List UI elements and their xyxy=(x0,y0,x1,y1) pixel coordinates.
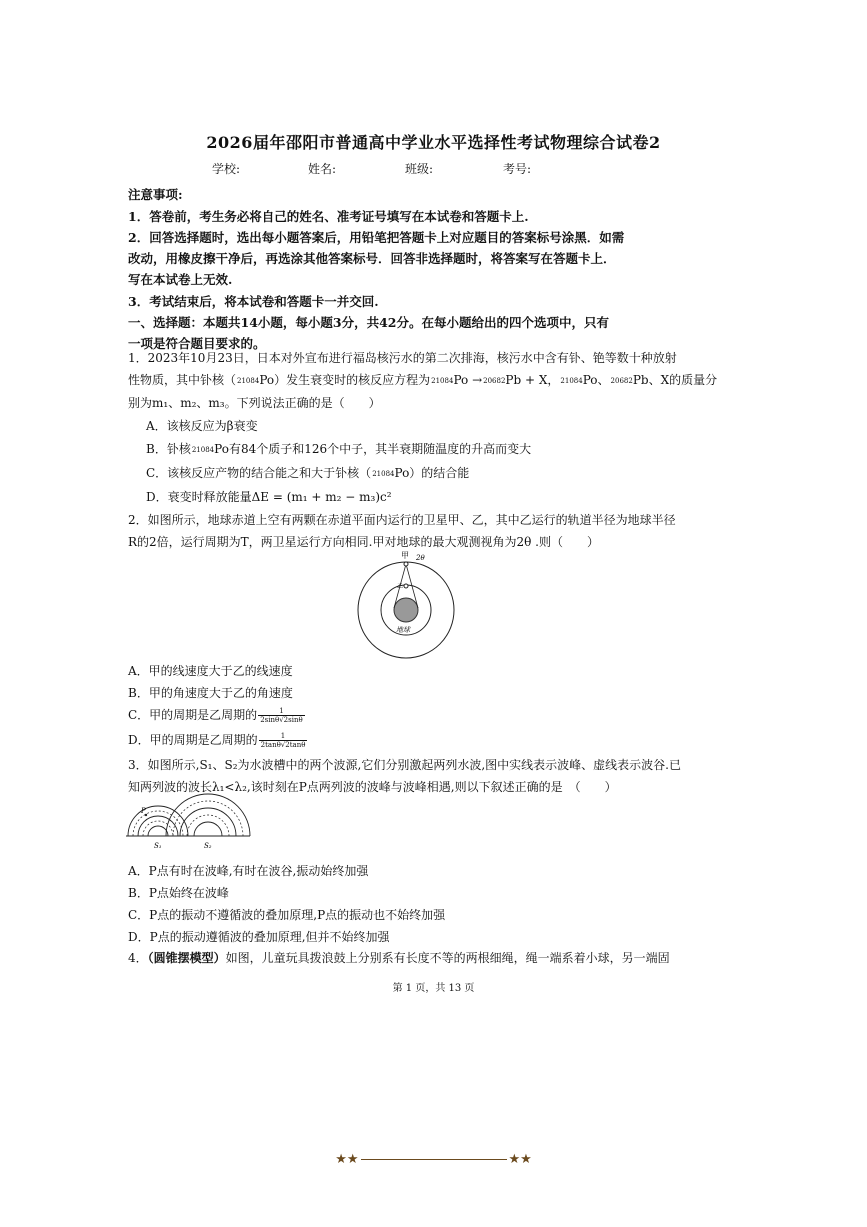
section1-line2: 一项是符合题目要求的。 xyxy=(128,336,266,351)
label-earth: 地球 xyxy=(396,626,410,634)
mass-number: 210 xyxy=(372,469,386,478)
atomic-number: 82 xyxy=(496,376,506,385)
satellite-yi xyxy=(404,584,408,588)
notice-item-3: 3．考试结束后，将本试卷和答题卡一并交回. xyxy=(128,294,379,309)
q1-option-a: A．该核反应为β衰变 xyxy=(146,419,258,433)
mass-number: 210 xyxy=(431,376,445,385)
po-nuclide-4 xyxy=(192,446,214,454)
section1-line1: 一、选择题：本题共14小题，每小题3分，共42分。在每小题给出的四个选项中，只有 xyxy=(128,315,609,330)
label-angle: 2θ xyxy=(416,554,425,562)
label-s2: S₂ xyxy=(204,842,212,850)
s2-crest-1 xyxy=(194,822,222,836)
numerator: 1 xyxy=(259,732,308,741)
q2-option-c-text: C．甲的周期是乙周期的 xyxy=(128,708,258,722)
q1-option-d: D．衰变时释放能量ΔE = (m₁ + m₂ − m₃)c² xyxy=(146,490,392,504)
q1-option-c xyxy=(146,464,469,481)
po-nuclide-5 xyxy=(372,470,394,478)
decorative-divider xyxy=(0,1152,867,1167)
q2-option-c xyxy=(128,706,305,724)
q1-option-c-a: C．该核反应产物的结合能之和大于钋核（ xyxy=(146,466,372,480)
po-nuclide-1 xyxy=(237,377,259,385)
q1-line2-b: Po）发生衰变时的核反应方程为 xyxy=(259,373,431,387)
notice-item-2b: 改动，用橡皮擦干净后，再选涂其他答案标号．回答非选择题时，将答案写在答题卡上． xyxy=(128,251,616,266)
s1-crest-3 xyxy=(128,806,188,836)
q1-line2-e: Po、 xyxy=(582,373,610,387)
q1-line2-a: 性物质，其中钋核（ xyxy=(128,373,237,387)
q2-option-d xyxy=(128,731,307,749)
q2-option-a: A．甲的线速度大于乙的线速度 xyxy=(128,664,293,678)
notice-item-1: 1．答卷前，考生务必将自己的姓名、准考证号填写在本试卷和答题卡上. xyxy=(128,209,529,224)
notice-item-2a: 2．回答选择题时，选出每小题答案后，用铅笔把答题卡上对应题目的答案标号涂黑．如需 xyxy=(128,230,625,245)
q1-line3: 别为m₁、m₂、m₃。下列说法正确的是（ ） xyxy=(128,396,381,410)
s2-trough-2 xyxy=(173,801,243,836)
class-label: 班级: xyxy=(405,162,434,176)
label-s1: S₁ xyxy=(154,842,162,850)
water-wave-diagram xyxy=(126,798,252,852)
school-label: 学校: xyxy=(212,162,241,176)
q2-option-c-fraction xyxy=(258,707,304,724)
s2-trough-1 xyxy=(187,815,229,836)
atomic-number: 84 xyxy=(385,469,395,478)
q4-number: 4． xyxy=(128,951,148,965)
label-yi: 乙 xyxy=(397,583,404,590)
q1-line2-c: Po → xyxy=(453,373,483,387)
pb-nuclide-2 xyxy=(611,377,633,385)
star-icon-left: ★★ xyxy=(335,1152,359,1167)
atomic-number: 84 xyxy=(205,445,215,454)
denominator: 2sinθ√2sinθ xyxy=(260,716,303,724)
mass-number: 210 xyxy=(191,445,206,454)
q4-model-tag: （圆锥摆模型） xyxy=(147,951,226,965)
po-nuclide-3 xyxy=(560,377,582,385)
q2-option-b: B．甲的角速度大于乙的角速度 xyxy=(128,686,293,700)
q3-line2: 知两列波的波长λ₁<λ₂,该时刻在P点两列波的波峰与波峰相遇,则以下叙述正确的是 （ ） xyxy=(128,780,617,794)
notice-item-2c: 写在本试卷上无效. xyxy=(128,272,233,287)
label-jia: 甲 xyxy=(401,551,409,560)
q1-line1: 1．2023年10月23日，日本对外宣布进行福岛核污水的第二次排海，核污水中含有钋、铯等数十种放射 xyxy=(128,351,677,365)
q2-option-d-fraction xyxy=(259,732,308,749)
q1-line2-f: Pb、X的质量分 xyxy=(632,373,718,387)
q4-text: 如图，儿童玩具拨浪鼓上分别系有长度不等的两根细绳，绳一端系着小球，另一端固 xyxy=(225,951,670,965)
po-nuclide-2 xyxy=(431,377,453,385)
mass-number: 210 xyxy=(560,376,574,385)
atomic-number: 84 xyxy=(444,376,454,385)
notice-heading: 注意事项: xyxy=(128,187,183,202)
mass-number: 206 xyxy=(610,376,624,385)
star-icon-right: ★★ xyxy=(508,1152,532,1167)
s1-crest-1 xyxy=(148,826,168,836)
q3-line1: 3．如图所示,S₁、S₂为水波槽中的两个波源,它们分别激起两列水波,图中实线表示波峰、虚线表示波谷.已 xyxy=(128,758,681,772)
mass-number: 206 xyxy=(483,376,497,385)
q2-line1: 2．如图所示，地球赤道上空有两颗在赤道平面内运行的卫星甲、乙，其中乙运行的轨道半径为地球半径 xyxy=(128,513,676,527)
denominator: 2tanθ√2tanθ xyxy=(260,741,306,749)
satellite-orbit-diagram xyxy=(354,550,458,654)
earth xyxy=(394,598,418,622)
page-title: 2026届年邵阳市普通高中学业水平选择性考试物理综合试卷2 xyxy=(206,133,661,152)
pb-nuclide-1 xyxy=(483,377,505,385)
q3-option-c: C．P点的振动不遵循波的叠加原理,P点的振动也不始终加强 xyxy=(128,908,446,922)
page-footer: 第 1 页，共 13 页 xyxy=(392,983,475,994)
mass-number: 210 xyxy=(237,376,251,385)
q1-option-c-b: Po）的结合能 xyxy=(394,466,470,480)
label-p: P xyxy=(141,807,146,815)
q2-line2: R的2倍，运行周期为T，两卫星运行方向相同.甲对地球的最大观测视角为2θ .则（ ） xyxy=(128,535,599,549)
q1-line2 xyxy=(128,371,717,388)
q2-option-d-text: D．甲的周期是乙周期的 xyxy=(128,733,258,747)
q1-option-b-b: Po有84个质子和126个中子，其半衰期随温度的升高而变大 xyxy=(214,442,532,456)
q1-line2-d: Pb + X， xyxy=(505,373,560,387)
satellite-jia xyxy=(404,562,408,566)
atomic-number: 82 xyxy=(623,376,633,385)
atomic-number: 84 xyxy=(573,376,583,385)
s1-trough-1 xyxy=(143,821,173,836)
atomic-number: 84 xyxy=(250,376,260,385)
q4-line1 xyxy=(128,949,670,966)
q3-option-a: A．P点有时在波峰,有时在波谷,振动始终加强 xyxy=(128,864,369,878)
q3-option-b: B．P点始终在波峰 xyxy=(128,886,229,900)
q1-option-b xyxy=(146,440,531,457)
name-label: 姓名: xyxy=(308,162,337,176)
numerator: 1 xyxy=(258,707,304,716)
q3-option-d: D．P点的振动遵循波的叠加原理,但并不始终加强 xyxy=(128,930,390,944)
divider-line xyxy=(361,1159,507,1160)
q1-option-b-a: B．钋核 xyxy=(146,442,191,456)
exam-number-label: 考号: xyxy=(503,162,532,176)
